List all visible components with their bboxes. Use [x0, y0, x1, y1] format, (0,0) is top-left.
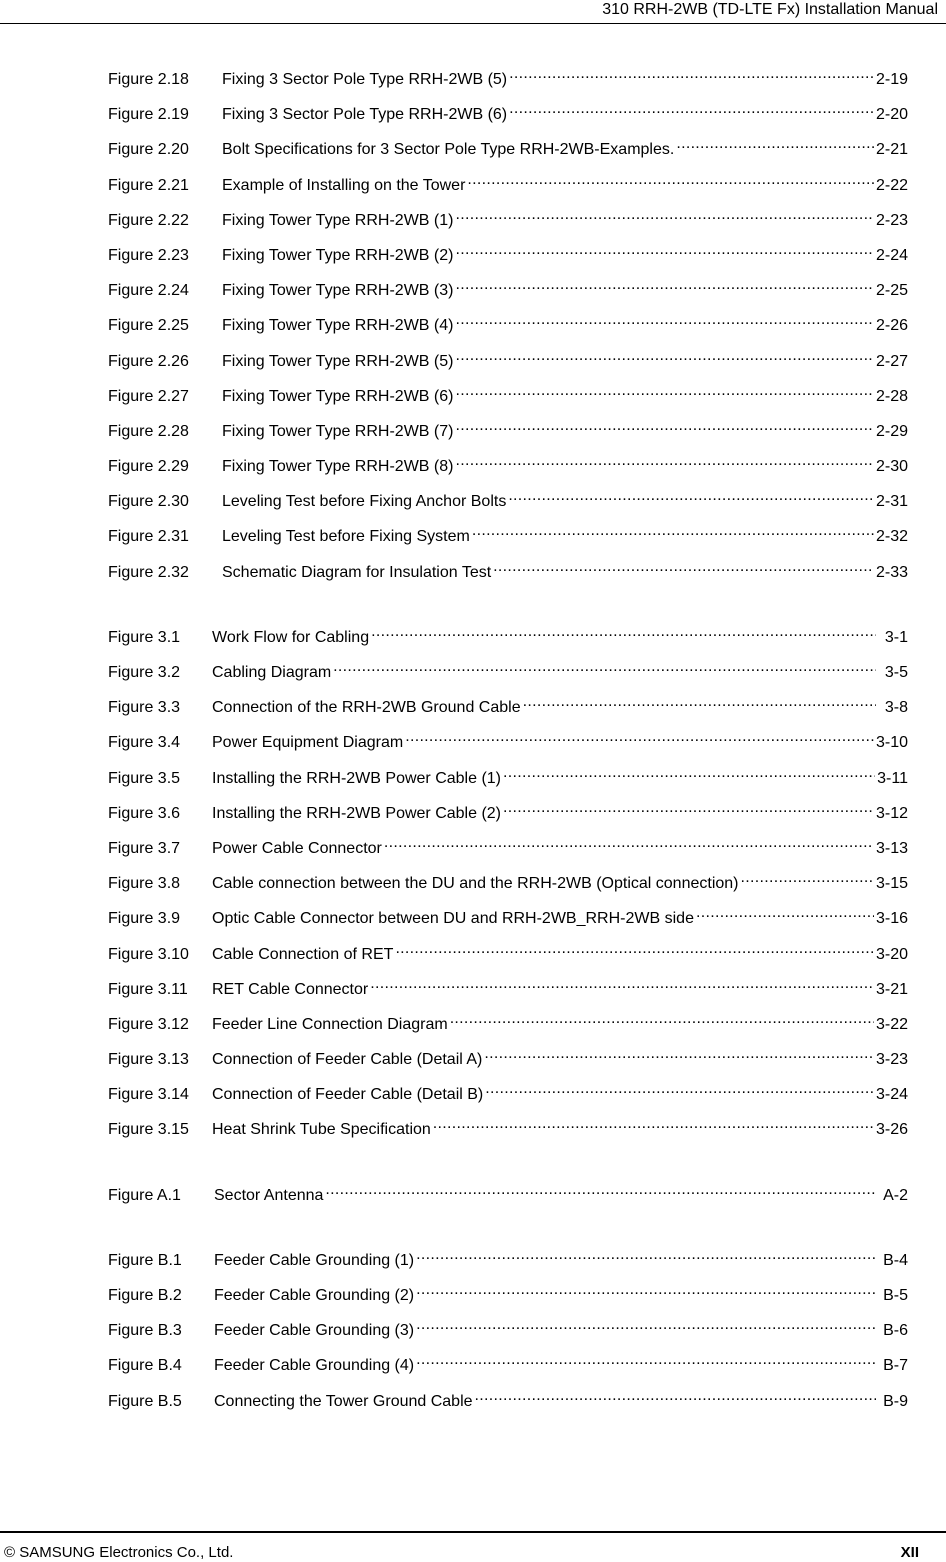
- toc-entry[interactable]: [108, 205, 908, 240]
- page-reference: 2-27: [875, 352, 908, 370]
- figure-title: Fixing Tower Type RRH-2WB (6): [222, 387, 454, 405]
- dot-leader: [503, 798, 874, 818]
- page-reference: B-7: [883, 1357, 908, 1375]
- figure-number: Figure 3.4: [108, 734, 181, 752]
- page-reference: 3-12: [875, 804, 908, 822]
- figure-title: Feeder Cable Grounding (3): [214, 1322, 415, 1340]
- toc-group: [108, 1180, 908, 1215]
- dot-leader: [395, 939, 874, 959]
- figure-number: Figure 3.8: [108, 875, 181, 893]
- dot-leader: [472, 521, 874, 541]
- figure-title: Work Flow for Cabling: [212, 628, 370, 646]
- toc-entry[interactable]: [108, 657, 908, 692]
- figure-title: Cable Connection of RET: [212, 945, 394, 963]
- page-reference: 3-13: [875, 839, 908, 857]
- page-reference: 3-8: [884, 699, 908, 717]
- page-reference: 3-11: [877, 769, 908, 787]
- toc-entry[interactable]: [108, 1009, 908, 1044]
- toc-group: [108, 64, 908, 592]
- figure-title: Cable connection between the DU and the RRH-2WB (Optical connection): [212, 875, 739, 893]
- toc-entry[interactable]: [108, 134, 908, 169]
- footer-copyright: © SAMSUNG Electronics Co., Ltd.: [4, 1544, 234, 1561]
- figure-title: RET Cable Connector: [212, 980, 369, 998]
- figure-number: Figure 3.5: [108, 769, 181, 787]
- figure-title: Power Equipment Diagram: [212, 734, 404, 752]
- page-reference: 3-21: [875, 980, 908, 998]
- toc-entry[interactable]: [108, 451, 908, 486]
- header-divider: [0, 23, 946, 24]
- page-reference: 3-26: [875, 1121, 908, 1139]
- page-reference: 2-33: [875, 563, 908, 581]
- figure-title: Connection of the RRH-2WB Ground Cable: [212, 699, 521, 717]
- toc-entry[interactable]: [108, 727, 908, 762]
- dot-leader: [370, 974, 874, 994]
- figure-title: Feeder Cable Grounding (1): [214, 1251, 415, 1269]
- figure-title: Cabling Diagram: [212, 664, 332, 681]
- list-of-figures: [108, 64, 908, 1451]
- figure-number: Figure 3.11: [108, 980, 188, 998]
- toc-entry[interactable]: [108, 521, 908, 556]
- page-reference: 2-22: [875, 176, 908, 194]
- figure-title: Fixing Tower Type RRH-2WB (1): [222, 211, 454, 229]
- dot-leader: [450, 1009, 874, 1029]
- figure-number: Figure B.5: [108, 1392, 182, 1410]
- figure-number: Figure B.4: [108, 1357, 182, 1375]
- toc-entry[interactable]: [108, 346, 908, 381]
- toc-entry[interactable]: [108, 64, 908, 99]
- dot-leader: [508, 486, 874, 506]
- toc-entry[interactable]: [108, 99, 908, 134]
- toc-entry[interactable]: [108, 868, 908, 903]
- figure-number: Figure 3.13: [108, 1051, 189, 1069]
- figure-title: Leveling Test before Fixing System: [222, 528, 470, 546]
- dot-leader: [416, 1350, 876, 1370]
- figure-number: Figure 3.10: [108, 945, 189, 963]
- figure-title: Feeder Line Connection Diagram: [212, 1015, 448, 1033]
- toc-entry[interactable]: [108, 416, 908, 451]
- dot-leader: [493, 557, 874, 577]
- figure-title: Connection of Feeder Cable (Detail B): [212, 1086, 484, 1104]
- page-reference: 3-5: [884, 664, 908, 681]
- dot-leader: [475, 1386, 876, 1406]
- toc-entry[interactable]: [108, 692, 908, 727]
- figure-title: Fixing Tower Type RRH-2WB (4): [222, 317, 454, 335]
- footer-page-number: XII: [900, 1544, 919, 1561]
- page-reference: 3-24: [875, 1086, 908, 1104]
- page-reference: 3-20: [875, 945, 908, 963]
- page-reference: 2-31: [875, 493, 908, 511]
- page-reference: 2-30: [875, 458, 908, 476]
- toc-entry[interactable]: [108, 275, 908, 310]
- page-reference: B-5: [883, 1287, 908, 1304]
- dot-leader: [325, 1180, 876, 1200]
- figure-title: Fixing Tower Type RRH-2WB (7): [222, 422, 454, 440]
- figure-title: Feeder Cable Grounding (2): [214, 1287, 415, 1304]
- toc-entry[interactable]: [108, 1180, 908, 1215]
- figure-number: Figure 3.6: [108, 804, 181, 822]
- dot-leader: [455, 240, 874, 260]
- dot-leader: [484, 1044, 874, 1064]
- dot-leader: [455, 205, 874, 225]
- toc-entry[interactable]: [108, 763, 908, 798]
- figure-number: Figure 2.18: [108, 71, 189, 88]
- figure-number: Figure 2.28: [108, 422, 189, 440]
- page-reference: 2-28: [875, 387, 908, 405]
- toc-entry[interactable]: [108, 381, 908, 416]
- page-reference: 3-23: [875, 1051, 908, 1069]
- dot-leader: [455, 346, 874, 366]
- page-reference: 2-21: [875, 141, 908, 159]
- dot-leader: [405, 727, 874, 747]
- figure-number: Figure 3.14: [108, 1086, 189, 1104]
- page-reference: B-9: [883, 1392, 908, 1410]
- figure-title: Fixing 3 Sector Pole Type RRH-2WB (5): [222, 71, 508, 88]
- toc-entry[interactable]: [108, 557, 908, 592]
- figure-title: Schematic Diagram for Insulation Test: [222, 563, 492, 581]
- dot-leader: [676, 134, 874, 154]
- toc-entry[interactable]: [108, 903, 908, 938]
- toc-entry[interactable]: [108, 1350, 908, 1385]
- figure-title: Installing the RRH-2WB Power Cable (2): [212, 804, 501, 822]
- document-header-title: 310 RRH-2WB (TD-LTE Fx) Installation Manual: [602, 1, 938, 18]
- page-reference: 2-23: [875, 211, 908, 229]
- figure-number: Figure 2.21: [108, 176, 189, 194]
- dot-leader: [455, 310, 874, 330]
- dot-leader: [333, 657, 876, 677]
- toc-entry[interactable]: [108, 1386, 908, 1421]
- figure-number: Figure 3.2: [108, 664, 181, 681]
- toc-entry[interactable]: [108, 486, 908, 521]
- figure-number: Figure 2.26: [108, 352, 189, 370]
- page-reference: 3-1: [884, 628, 908, 646]
- page-reference: 3-22: [875, 1015, 908, 1033]
- dot-leader: [455, 416, 874, 436]
- figure-number: Figure B.2: [108, 1287, 182, 1304]
- figure-number: Figure 2.31: [108, 528, 189, 546]
- figure-title: Fixing Tower Type RRH-2WB (8): [222, 458, 454, 476]
- dot-leader: [509, 99, 874, 119]
- dot-leader: [384, 833, 874, 853]
- page-reference: 3-10: [875, 734, 908, 752]
- page-reference: B-6: [883, 1322, 908, 1340]
- figure-number: Figure 2.30: [108, 493, 189, 511]
- figure-number: Figure 2.23: [108, 246, 189, 264]
- dot-leader: [485, 1079, 874, 1099]
- figure-number: Figure B.1: [108, 1251, 182, 1269]
- toc-entry[interactable]: [108, 240, 908, 275]
- dot-leader: [455, 275, 874, 295]
- dot-leader: [523, 692, 876, 712]
- dot-leader: [455, 381, 874, 401]
- figure-number: Figure 2.20: [108, 141, 189, 159]
- figure-number: Figure 2.32: [108, 563, 189, 581]
- page-reference: B-4: [883, 1251, 908, 1269]
- figure-number: Figure B.3: [108, 1322, 182, 1340]
- dot-leader: [696, 903, 874, 923]
- footer-divider: [0, 1531, 946, 1533]
- toc-entry[interactable]: [108, 1315, 908, 1350]
- toc-entry[interactable]: [108, 1044, 908, 1079]
- figure-title: Sector Antenna: [214, 1186, 324, 1204]
- figure-number: Figure A.1: [108, 1186, 181, 1204]
- figure-title: Fixing Tower Type RRH-2WB (5): [222, 352, 454, 370]
- figure-title: Power Cable Connector: [212, 839, 382, 857]
- figure-title: Leveling Test before Fixing Anchor Bolts: [222, 493, 507, 511]
- page-reference: 3-16: [875, 910, 908, 928]
- page-reference: 2-24: [875, 246, 908, 264]
- figure-number: Figure 2.27: [108, 387, 189, 405]
- dot-leader: [416, 1280, 876, 1300]
- dot-leader: [503, 763, 875, 783]
- page-reference: 2-20: [875, 106, 908, 124]
- toc-entry[interactable]: [108, 1079, 908, 1114]
- page-reference: 2-32: [875, 528, 908, 546]
- toc-entry[interactable]: [108, 974, 908, 1009]
- figure-title: Fixing 3 Sector Pole Type RRH-2WB (6): [222, 106, 508, 124]
- toc-group: [108, 1245, 908, 1421]
- page-reference: 2-29: [875, 422, 908, 440]
- dot-leader: [416, 1245, 876, 1265]
- figure-title: Bolt Specifications for 3 Sector Pole Type RRH-2WB-Examples.: [222, 141, 675, 159]
- figure-number: Figure 3.3: [108, 699, 181, 717]
- dot-leader: [371, 622, 876, 642]
- figure-number: Figure 2.24: [108, 282, 189, 300]
- toc-entry[interactable]: [108, 833, 908, 868]
- figure-title: Connection of Feeder Cable (Detail A): [212, 1051, 483, 1069]
- toc-entry[interactable]: [108, 622, 908, 657]
- toc-group: [108, 622, 908, 1150]
- page-reference: 2-19: [875, 71, 908, 88]
- figure-number: Figure 3.9: [108, 910, 181, 928]
- dot-leader: [741, 868, 874, 888]
- dot-leader: [509, 64, 874, 84]
- toc-entry[interactable]: [108, 170, 908, 205]
- figure-title: Optic Cable Connector between DU and RRH-2WB_RRH-2WB side: [212, 910, 694, 928]
- figure-number: Figure 3.7: [108, 839, 181, 857]
- figure-number: Figure 2.22: [108, 211, 189, 229]
- page-reference: 2-25: [875, 282, 908, 300]
- figure-title: Heat Shrink Tube Specification: [212, 1121, 431, 1139]
- toc-entry[interactable]: [108, 1114, 908, 1149]
- figure-title: Installing the RRH-2WB Power Cable (1): [212, 769, 501, 787]
- toc-entry[interactable]: [108, 1280, 908, 1315]
- figure-number: Figure 3.1: [108, 628, 181, 646]
- figure-number: Figure 2.25: [108, 317, 189, 335]
- figure-title: Connecting the Tower Ground Cable: [214, 1392, 473, 1410]
- dot-leader: [467, 170, 874, 190]
- page-reference: 2-26: [875, 317, 908, 335]
- figure-title: Example of Installing on the Tower: [222, 176, 466, 194]
- figure-title: Feeder Cable Grounding (4): [214, 1357, 415, 1375]
- page-reference: 3-15: [875, 875, 908, 893]
- toc-entry[interactable]: [108, 798, 908, 833]
- figure-title: Fixing Tower Type RRH-2WB (3): [222, 282, 454, 300]
- toc-entry[interactable]: [108, 310, 908, 345]
- figure-number: Figure 3.12: [108, 1015, 189, 1033]
- dot-leader: [455, 451, 874, 471]
- figure-number: Figure 3.15: [108, 1121, 189, 1139]
- toc-entry[interactable]: [108, 939, 908, 974]
- figure-number: Figure 2.29: [108, 458, 189, 476]
- dot-leader: [416, 1315, 876, 1335]
- page-reference: A-2: [883, 1186, 908, 1204]
- toc-entry[interactable]: [108, 1245, 908, 1280]
- figure-title: Fixing Tower Type RRH-2WB (2): [222, 246, 454, 264]
- figure-number: Figure 2.19: [108, 106, 189, 124]
- dot-leader: [433, 1114, 874, 1134]
